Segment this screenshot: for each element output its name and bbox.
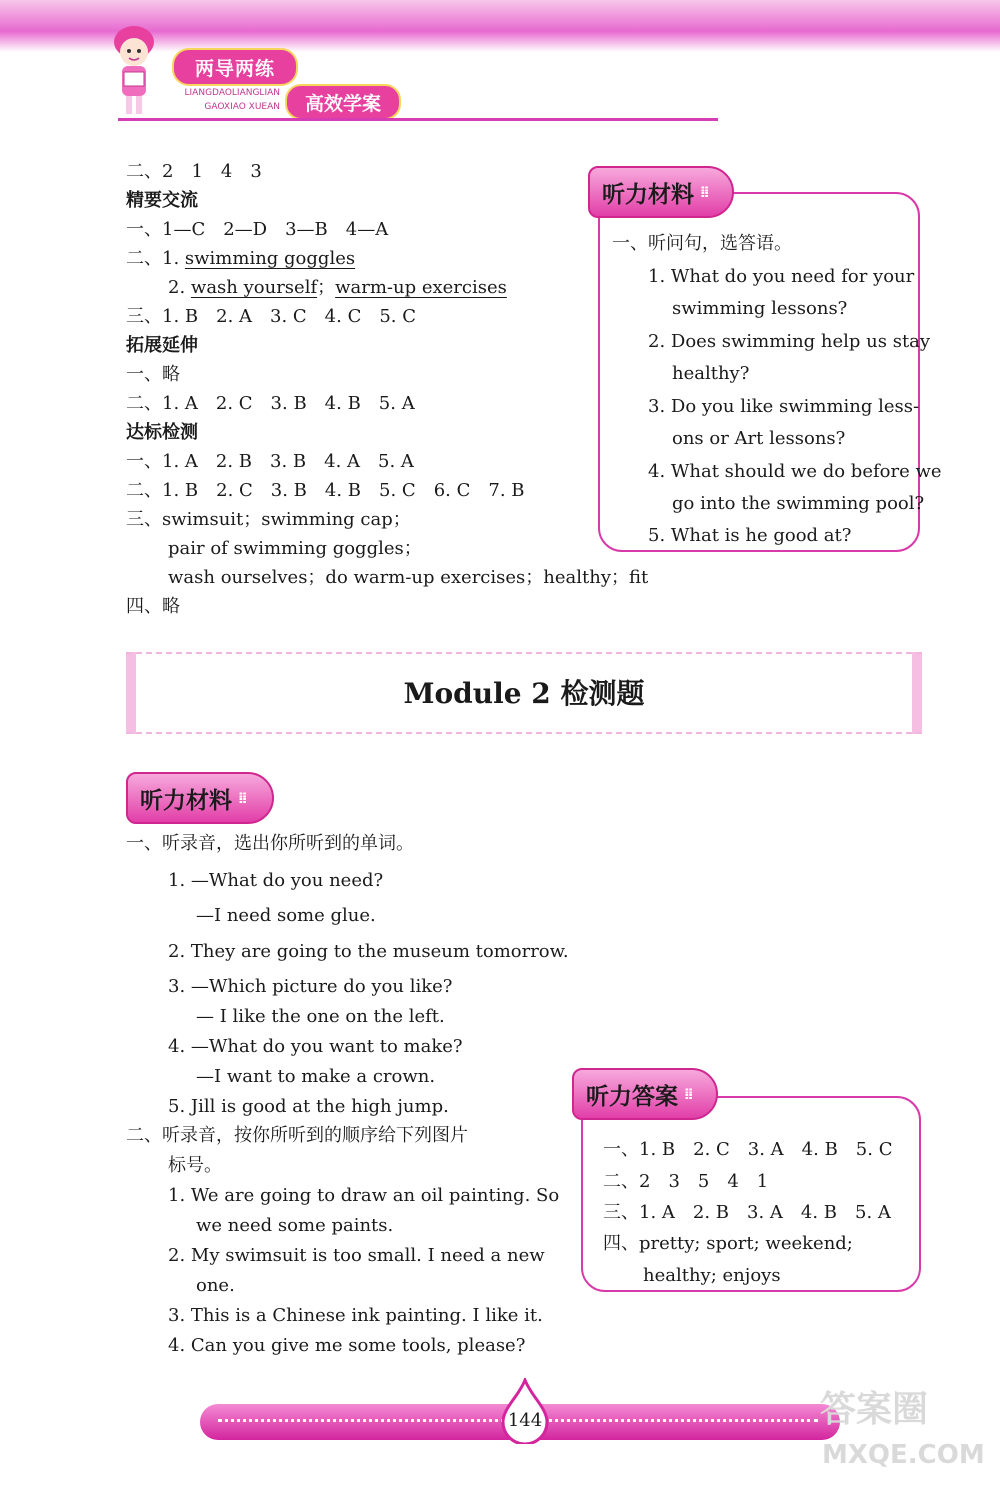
header-divider [118, 118, 718, 121]
mascot-girl-icon [104, 22, 166, 118]
box-line: 1. What do you need for your [648, 266, 915, 287]
box-line: 2. Does swimming help us stay [648, 331, 931, 352]
material-line: 3. —Which picture do you like? [168, 976, 453, 997]
answer-line: 一、1. A 2. B 3. B 4. A 5. A [126, 451, 414, 472]
answer-line: 二、2 3 5 4 1 [603, 1171, 769, 1192]
box-line: 一、听问句，选答语。 [612, 233, 792, 254]
answer-line: 一、略 [126, 364, 180, 385]
material-line: 4. Can you give me some tools, please? [168, 1335, 526, 1356]
watermark-url: MXQE.COM [822, 1440, 985, 1470]
listening-material-tag-2 [126, 772, 274, 824]
answer-line: 二、2 1 4 3 [126, 161, 262, 182]
answer-line: pair of swimming goggles； [168, 538, 422, 559]
material-line: 5. Jill is good at the high jump. [168, 1096, 449, 1117]
arrow-dots-icon: ⁞⁞ [700, 183, 708, 201]
arrow-dots-icon: ⁞⁞ [238, 789, 246, 807]
answer-line: 一、1. B 2. C 3. A 4. B 5. C [603, 1139, 893, 1160]
answer-line: 三、swimsuit；swimming cap； [126, 509, 411, 530]
box-line: swimming lessons? [672, 298, 848, 319]
box-line: 4. What should we do before we [648, 461, 942, 482]
box-line: 3. Do you like swimming less- [648, 396, 920, 417]
answer-line: 三、1. A 2. B 3. A 4. B 5. A [603, 1202, 891, 1223]
underlined-answer: swimming goggles [184, 248, 356, 269]
tag-label: 听力材料 [140, 787, 232, 814]
arrow-dots-icon: ⁞⁞ [684, 1085, 692, 1103]
answer-prefix: 二、1. [126, 248, 185, 269]
listening-material-tag-1 [588, 166, 734, 218]
underlined-answer: wash yourself [190, 277, 318, 298]
answer-line [126, 247, 355, 271]
answer-line: 二、1. B 2. C 3. B 4. B 5. C 6. C 7. B [126, 480, 525, 501]
listening-answers-tag [572, 1068, 718, 1120]
answer-prefix: 2. [168, 277, 191, 298]
material-line: 标号。 [168, 1155, 222, 1176]
material-line: one. [196, 1275, 235, 1296]
material-line: —I need some glue. [196, 905, 376, 926]
tag-label: 听力材料 [602, 181, 694, 208]
watermark-logo: 答案圈 [820, 1389, 929, 1430]
answer-line: 一、1—C 2—D 3—B 4—A [126, 219, 389, 240]
box-line: ons or Art lessons? [672, 428, 846, 449]
underlined-answer: warm-up exercises [335, 277, 507, 298]
section-heading: 达标检测 [126, 422, 198, 443]
answer-line: healthy; enjoys [643, 1265, 781, 1286]
page-number: 144 [507, 1410, 543, 1431]
material-line: 2. They are going to the museum tomorrow. [168, 941, 569, 962]
brand-pinyin [160, 86, 280, 114]
material-line: we need some paints. [196, 1215, 394, 1236]
material-line: 1. We are going to draw an oil painting. So [168, 1185, 560, 1206]
box-line: 5. What is he good at? [648, 525, 852, 546]
material-line: —I want to make a crown. [196, 1066, 436, 1087]
pinyin-line-1: LIANGDAOLIANGLIAN [184, 88, 280, 98]
material-line: 4. —What do you want to make? [168, 1036, 463, 1057]
pinyin-line-2: GAOXIAO XUEAN [204, 102, 280, 112]
material-line: — I like the one on the left. [196, 1006, 445, 1027]
answer-line: 二、1. A 2. C 3. B 4. B 5. A [126, 393, 415, 414]
listening-material-box-1 [598, 192, 942, 552]
section-heading: 精要交流 [126, 190, 198, 211]
answer-line [168, 276, 507, 300]
separator: ； [317, 277, 336, 298]
material-line: 1. —What do you need? [168, 870, 384, 891]
material-line: 一、听录音，选出你所听到的单词。 [126, 833, 414, 854]
answer-line: wash ourselves；do warm-up exercises；healthy；fit [168, 567, 649, 588]
section-heading: 拓展延伸 [126, 335, 198, 356]
brand-badge-top: 两导两练 [172, 48, 298, 86]
material-line: 2. My swimsuit is too small. I need a new [168, 1245, 545, 1266]
box-line: go into the swimming pool? [672, 493, 925, 514]
module-title: Module 2 检测题 [403, 677, 645, 710]
box-line: healthy? [672, 363, 750, 384]
material-line: 3. This is a Chinese ink painting. I like it. [168, 1305, 543, 1326]
material-line: 二、听录音，按你所听到的顺序给下列图片 [126, 1125, 468, 1146]
listening-answers-box [581, 1096, 921, 1292]
tag-label: 听力答案 [586, 1083, 678, 1110]
answer-line: 三、1. B 2. A 3. C 4. C 5. C [126, 306, 417, 327]
brand-badge-bottom: 高效学案 [285, 84, 401, 120]
answer-line: 四、略 [126, 596, 180, 617]
answer-line: 四、pretty; sport; weekend; [603, 1233, 853, 1254]
